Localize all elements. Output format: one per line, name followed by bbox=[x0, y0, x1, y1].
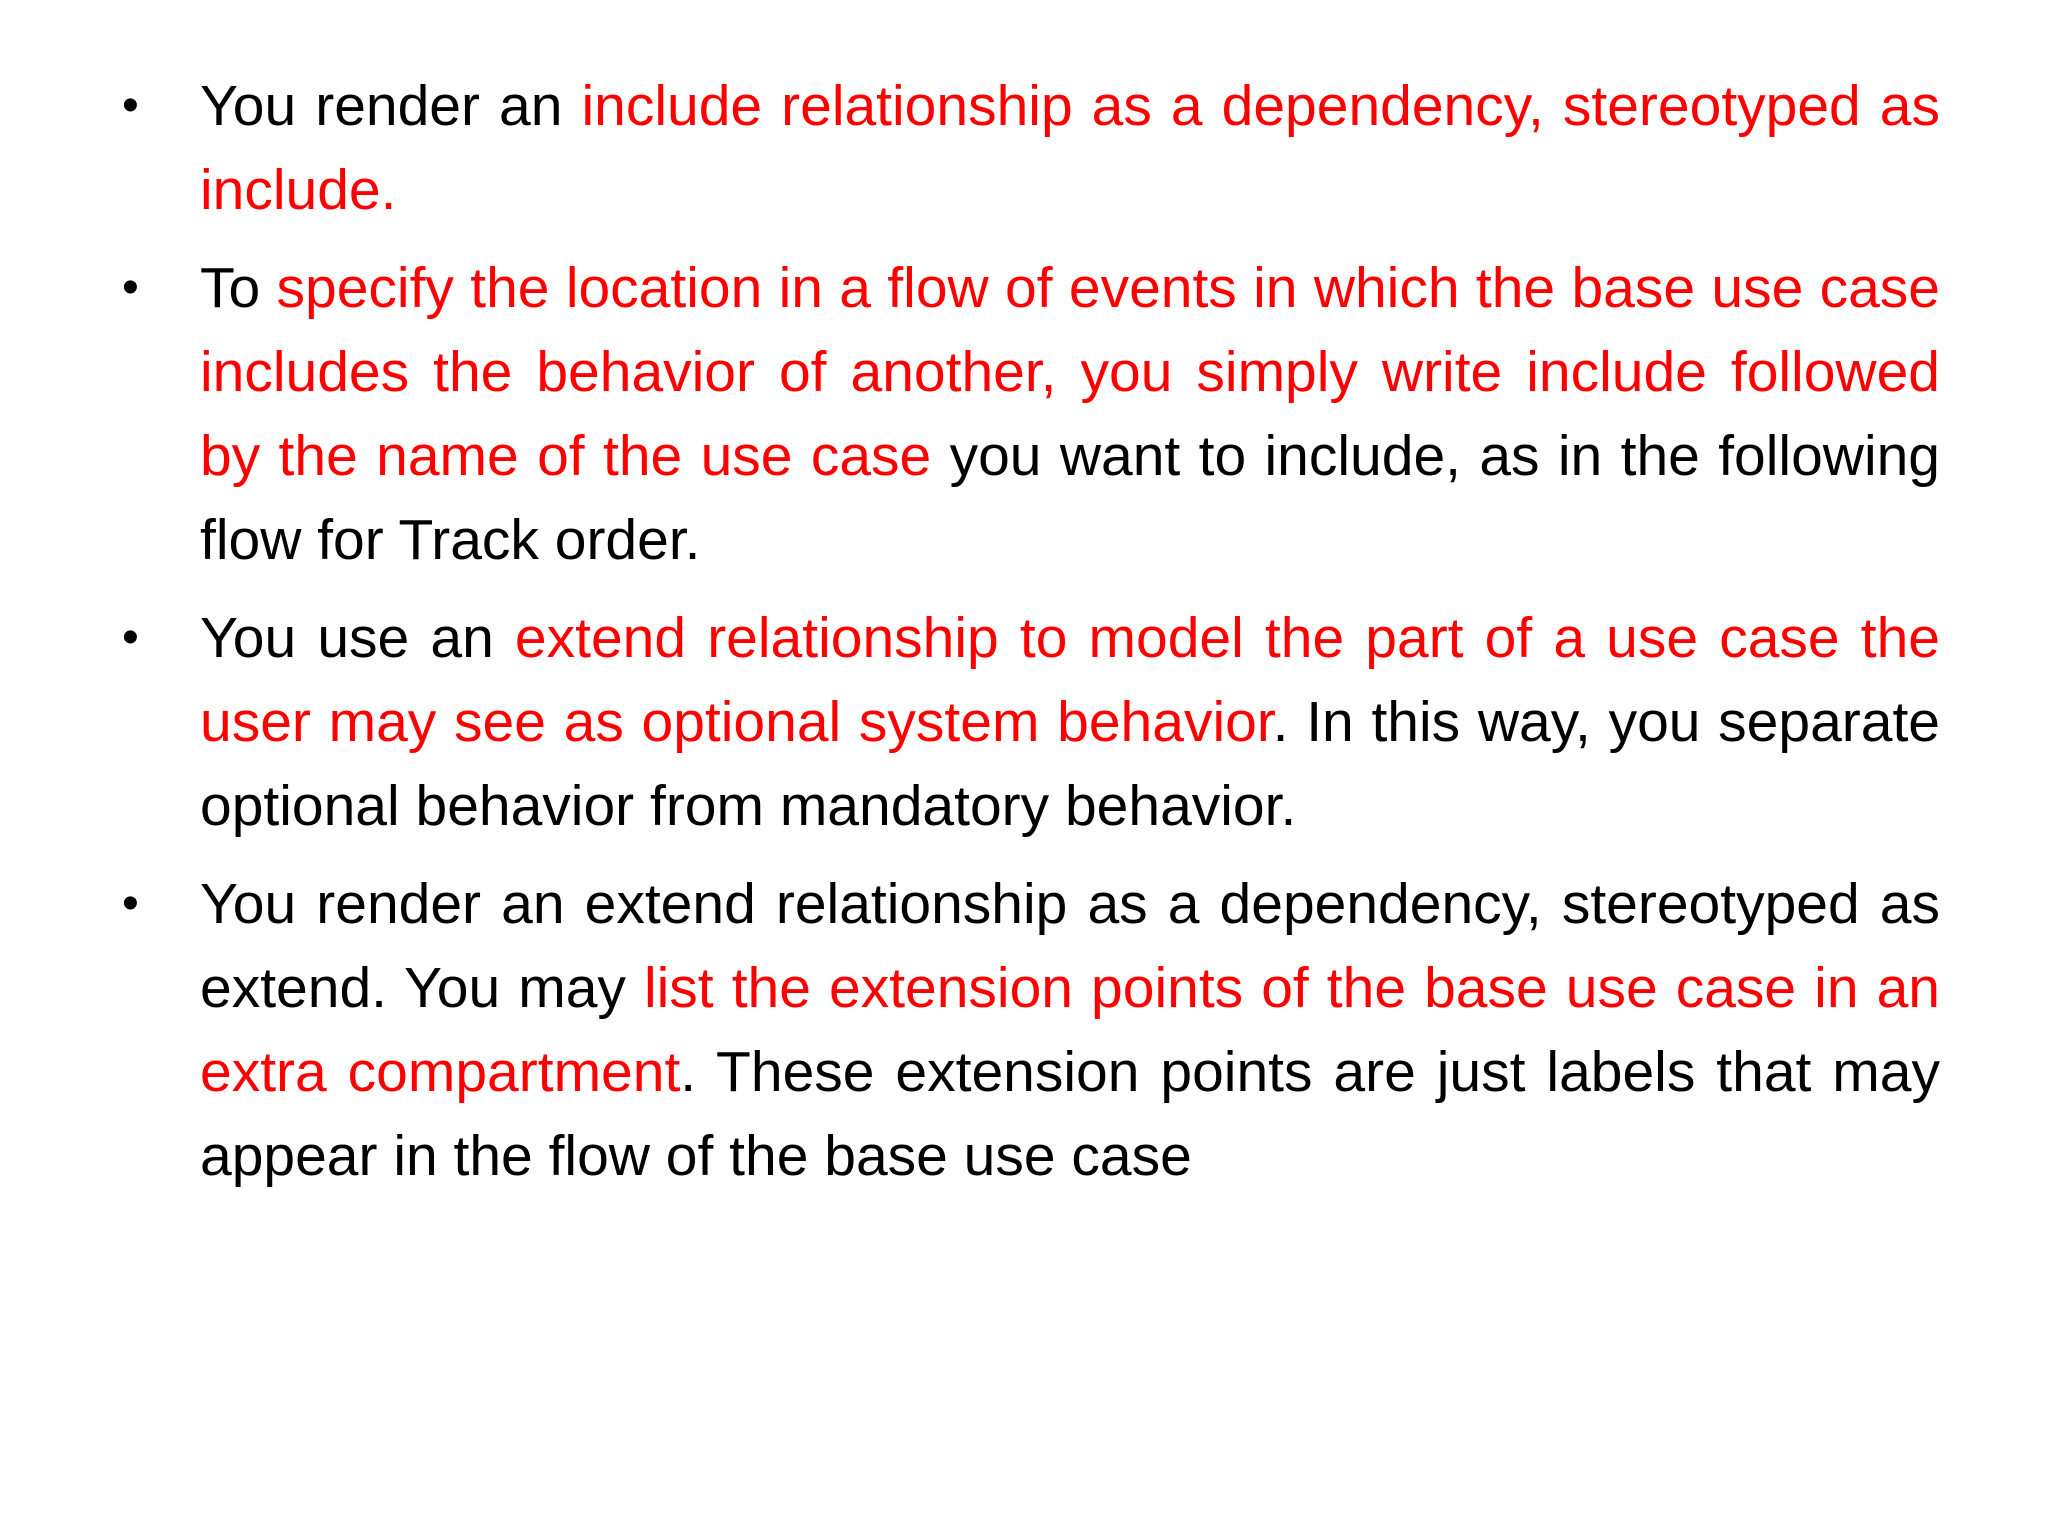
text-segment: You render an extend relationship as a dependency, stereotyped as extend. You may bbox=[200, 872, 1940, 1020]
highlighted-text-segment: specify the location in a flow of events in which the base use case includes the behavior of another, you simply write include followed by the name of the use case bbox=[200, 256, 1940, 488]
bullet-item-extend-render bbox=[122, 862, 1940, 1198]
bullet-item-extend-model bbox=[122, 596, 1941, 848]
text-segment: . These extension points are just labels that may appear in the flow of the base use case bbox=[200, 1040, 1940, 1188]
bullet-point-icon: • bbox=[122, 261, 139, 314]
bullet-point-icon: • bbox=[122, 877, 139, 930]
bullet-item-include-render bbox=[122, 64, 1940, 232]
bullet-point-icon: • bbox=[122, 611, 139, 664]
text-segment: To bbox=[200, 256, 277, 320]
text-segment: you want to include, as in the following flow for Track order. bbox=[200, 424, 1941, 572]
bullet-point-icon: • bbox=[122, 79, 139, 132]
highlighted-text-segment: extend relationship to model the part of a use case the user may see as optional system behavior bbox=[200, 606, 1940, 754]
bullet-item-include-location bbox=[122, 246, 1941, 582]
highlighted-text-segment: list the extension points of the base use case in an extra compartment bbox=[200, 956, 1940, 1104]
text-segment: You use an bbox=[200, 606, 515, 670]
bullet-list bbox=[122, 64, 1941, 1212]
highlighted-text-segment: include relationship as a dependency, stereotyped as include. bbox=[200, 74, 1940, 222]
text-segment: . In this way, you separate optional behavior from mandatory behavior. bbox=[200, 690, 1941, 838]
text-segment: You render an bbox=[200, 74, 582, 138]
